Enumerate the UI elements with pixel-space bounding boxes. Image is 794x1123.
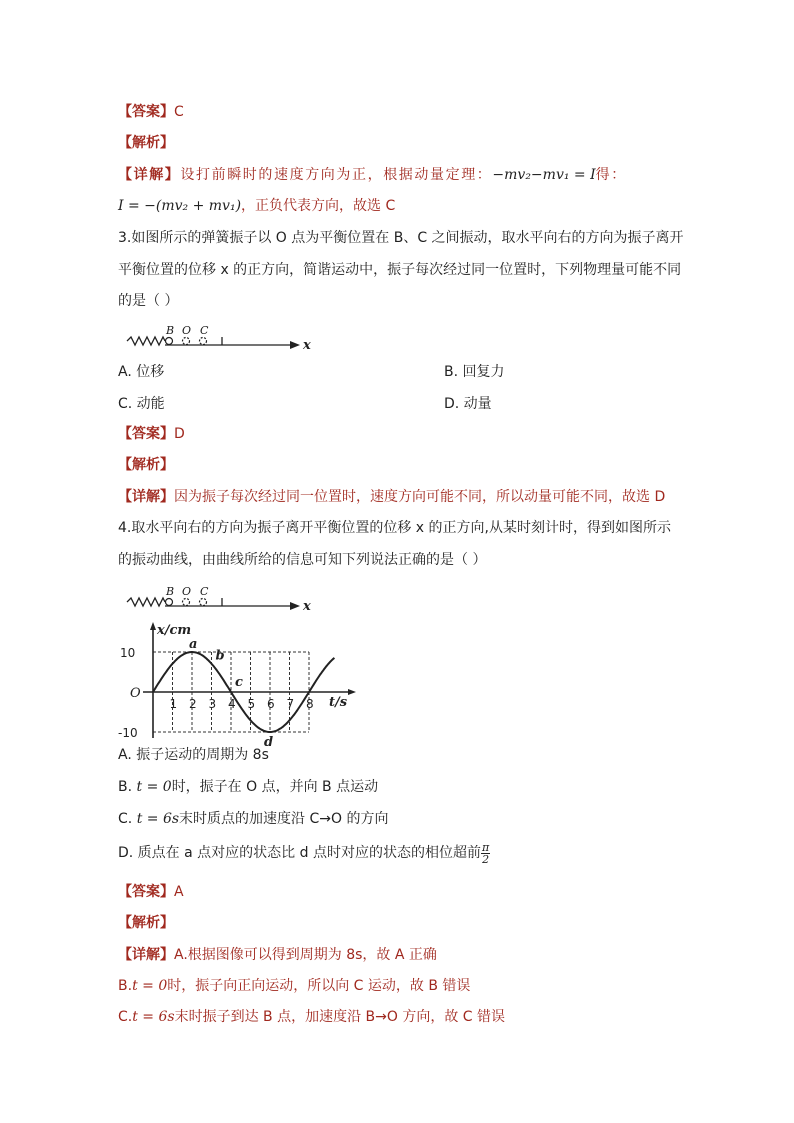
label-o: O bbox=[182, 324, 192, 337]
x-tick-label-6: 6 bbox=[267, 697, 275, 711]
detail-b-prefix: B. bbox=[118, 978, 133, 994]
q4-option-a: A. 振子运动的周期为 8s bbox=[118, 747, 269, 763]
q3-analysis-tag: 【解析】 bbox=[118, 457, 174, 473]
q3-option-d: D. 动量 bbox=[444, 396, 492, 412]
q2-answer-line bbox=[118, 102, 184, 122]
q2-detail-line2 bbox=[118, 196, 395, 216]
x-tick-label-4: 4 bbox=[228, 697, 236, 711]
axis-arrow bbox=[290, 341, 300, 349]
point-label-b: b bbox=[215, 648, 225, 664]
axis-arrow bbox=[290, 602, 300, 610]
q4-stem-line2: 的振动曲线，由曲线所给的信息可知下列说法正确的是（ ） bbox=[118, 552, 487, 568]
detail-tag: 【详解】 bbox=[118, 167, 181, 183]
y-axis-arrow bbox=[150, 622, 156, 630]
q4-option-b bbox=[118, 777, 378, 797]
x-tick-label-7: 7 bbox=[286, 697, 295, 711]
label-c: C bbox=[200, 324, 209, 337]
oscillator-ball-o bbox=[183, 338, 190, 345]
q4-option-c bbox=[118, 809, 388, 829]
option-c-text: 末时质点的加速度沿 C→O 的方向 bbox=[179, 811, 389, 827]
point-label-a: a bbox=[189, 637, 198, 652]
q4-analysis-tag: 【解析】 bbox=[118, 915, 174, 931]
option-c-math: t = 6s bbox=[136, 811, 180, 827]
origin-label: O bbox=[130, 686, 141, 701]
q4-spring-oscillator-figure bbox=[125, 583, 325, 613]
x-tick-label-2: 2 bbox=[189, 697, 197, 711]
detail-text-a: A.根据图像可以得到周期为 8s，故 A 正确 bbox=[174, 947, 437, 963]
oscillator-ball-o bbox=[183, 599, 190, 606]
x-tick-label-8: 8 bbox=[306, 697, 314, 711]
x-axis-arrow bbox=[348, 689, 356, 695]
y-axis-label: x/cm bbox=[157, 623, 192, 638]
spring bbox=[127, 337, 165, 345]
y-tick-label-top: 10 bbox=[120, 646, 136, 660]
q3-detail-line bbox=[118, 487, 665, 507]
detail-tail: ，正负代表方向，故选 C bbox=[241, 198, 396, 214]
fraction-denominator: 2 bbox=[482, 852, 490, 866]
label-b: B bbox=[166, 585, 175, 598]
x-axis-label: t/s bbox=[329, 695, 348, 710]
label-x: x bbox=[303, 599, 311, 614]
option-b-math: t = 0 bbox=[136, 779, 172, 795]
q4-option-d bbox=[118, 840, 490, 866]
oscillator-ball-c bbox=[200, 599, 207, 606]
label-x: x bbox=[303, 338, 311, 353]
answer-value: A bbox=[174, 884, 184, 900]
spring bbox=[127, 598, 165, 606]
detail-text: 因为振子每次经过同一位置时，速度方向可能不同，所以动量可能不同，故选 D bbox=[174, 489, 666, 505]
y-tick-label-bottom: -10 bbox=[118, 726, 138, 740]
fraction-numerator: π bbox=[481, 840, 490, 854]
x-tick-label-3: 3 bbox=[208, 697, 217, 711]
oscillator-ball-c bbox=[200, 338, 207, 345]
detail-b-math: t = 0 bbox=[132, 978, 168, 994]
detail-c-math: t = 6s bbox=[132, 1009, 175, 1025]
impulse-formula: −mv₂−mv₁ = I bbox=[492, 167, 596, 183]
q3-stem-line3: 的是（ ） bbox=[118, 293, 179, 309]
phase-fraction bbox=[481, 842, 490, 865]
label-o: O bbox=[182, 585, 192, 598]
detail-c-text: 末时振子到达 B 点，加速度沿 B→O 方向，故 C 错误 bbox=[174, 1009, 506, 1025]
option-b-prefix: B. bbox=[118, 779, 137, 795]
q3-spring-oscillator-figure bbox=[125, 322, 325, 352]
q4-stem-line1: 4.取水平向右的方向为振子离开平衡位置的位移 x 的正方向,从某时刻计时，得到如图所示 bbox=[118, 520, 671, 536]
q2-analysis-tag: 【解析】 bbox=[118, 135, 174, 151]
answer-tag: 【答案】 bbox=[118, 884, 174, 900]
point-label-c: c bbox=[235, 675, 243, 690]
q3-option-b: B. 回复力 bbox=[444, 364, 505, 380]
detail-tag: 【详解】 bbox=[118, 947, 174, 963]
answer-tag: 【答案】 bbox=[118, 104, 174, 120]
q4-detail-line-c bbox=[118, 1007, 505, 1027]
detail-text: 设打前瞬时的速度方向为正，根据动量定理： bbox=[180, 167, 493, 183]
q4-detail-line-b bbox=[118, 976, 470, 996]
q3-option-a: A. 位移 bbox=[118, 364, 165, 380]
q3-answer-line bbox=[118, 424, 185, 444]
q3-stem-line1: 3.如图所示的弹簧振子以 O 点为平衡位置在 B、C 之间振动，取水平向右的方向为振子离开 bbox=[118, 230, 684, 246]
detail-de: 得： bbox=[595, 167, 627, 183]
answer-value: D bbox=[174, 426, 185, 442]
q2-detail-line1 bbox=[118, 165, 678, 185]
option-c-prefix: C. bbox=[118, 811, 137, 827]
detail-b-text: 时，振子向正向运动，所以向 C 运动，故 B 错误 bbox=[167, 978, 471, 994]
x-tick-label-5: 5 bbox=[247, 697, 256, 711]
answer-tag: 【答案】 bbox=[118, 426, 174, 442]
oscillator-ball-b bbox=[166, 338, 173, 345]
answer-value: C bbox=[174, 104, 184, 120]
label-b: B bbox=[166, 324, 175, 337]
q4-answer-line bbox=[118, 882, 184, 902]
q3-stem-line2: 平衡位置的位移 x 的正方向，简谐运动中，振子每次经过同一位置时，下列物理量可能不同 bbox=[118, 262, 682, 278]
q3-option-c: C. 动能 bbox=[118, 396, 165, 412]
detail-c-prefix: C. bbox=[118, 1009, 133, 1025]
detail-tag: 【详解】 bbox=[118, 489, 174, 505]
point-label-d: d bbox=[264, 735, 274, 750]
impulse-result-formula: I = −(mv₂ + mv₁) bbox=[118, 198, 242, 214]
x-tick-label-1: 1 bbox=[169, 697, 178, 711]
option-d-text: D. 质点在 a 点对应的状态比 d 点时对应的状态的相位超前 bbox=[118, 845, 481, 861]
label-c: C bbox=[200, 585, 209, 598]
option-b-text: 时，振子在 O 点，并向 B 点运动 bbox=[171, 779, 379, 795]
oscillator-ball-b bbox=[166, 599, 173, 606]
vibration-curve-chart bbox=[118, 620, 368, 750]
q4-detail-line-a bbox=[118, 945, 437, 965]
